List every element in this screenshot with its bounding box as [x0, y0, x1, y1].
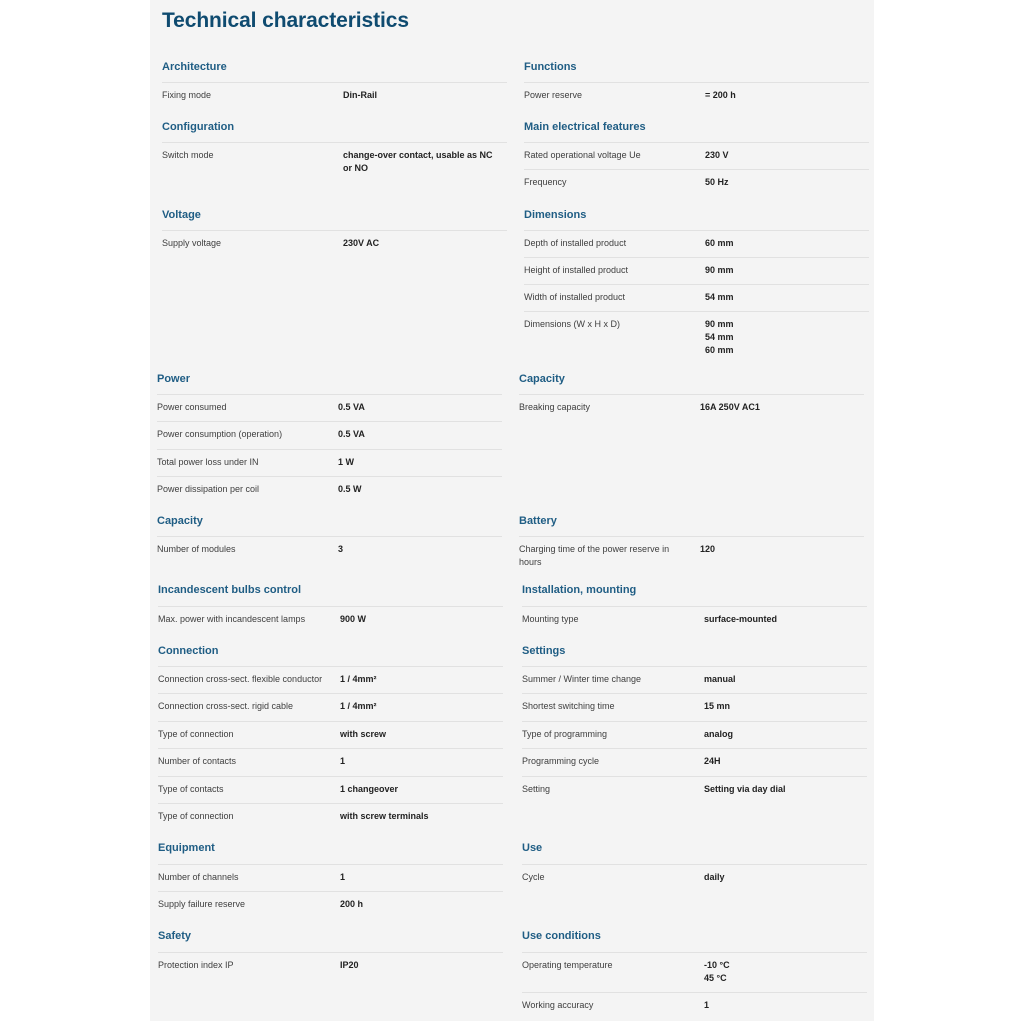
spec-label: Type of programming	[522, 729, 608, 739]
row-divider	[158, 776, 503, 777]
section-heading: Power	[157, 373, 191, 385]
spec-label: Power dissipation per coil	[157, 484, 260, 494]
section-heading: Dimensions	[524, 209, 587, 221]
page-title: Technical characteristics	[162, 9, 409, 32]
spec-label: Protection index IP	[158, 960, 234, 970]
section-heading: Installation, mounting	[522, 584, 637, 596]
row-divider	[519, 394, 864, 395]
spec-label: Power consumed	[157, 402, 227, 412]
spec-value: 1	[340, 756, 346, 766]
spec-label: Cycle	[522, 872, 545, 882]
row-divider	[158, 721, 503, 722]
row-divider	[519, 536, 864, 537]
row-divider	[158, 864, 503, 865]
spec-label: Setting	[522, 784, 551, 794]
spec-label: Number of channels	[158, 872, 239, 882]
spec-label: Programming cycle	[522, 756, 600, 766]
spec-value: 1	[340, 872, 346, 882]
row-divider	[524, 284, 869, 285]
row-divider	[524, 82, 869, 83]
spec-label: Type of connection	[158, 729, 234, 739]
row-divider	[524, 142, 869, 143]
spec-value: Din-Rail	[343, 90, 378, 100]
spec-label: Connection cross-sect. flexible conductor	[158, 674, 323, 684]
section-heading: Connection	[158, 645, 219, 657]
spec-value: 54 mm	[705, 292, 734, 302]
spec-value: 900 W	[340, 614, 367, 624]
section-heading: Voltage	[162, 209, 201, 221]
row-divider	[158, 606, 503, 607]
spec-value: with screw terminals	[340, 811, 429, 821]
spec-value: -10 °C 45 °C	[704, 960, 730, 983]
spec-value: 90 mm	[705, 265, 734, 275]
row-divider	[522, 666, 867, 667]
spec-value: surface-mounted	[704, 614, 778, 624]
spec-label: Fixing mode	[162, 90, 212, 100]
spec-value: 50 Hz	[705, 177, 729, 187]
spec-label: Charging time of the power reserve in hours	[519, 544, 670, 567]
spec-label: Dimensions (W x H x D)	[524, 319, 621, 329]
section-heading: Safety	[158, 930, 192, 942]
row-divider	[524, 311, 869, 312]
row-divider	[158, 666, 503, 667]
row-divider	[158, 803, 503, 804]
row-divider	[158, 952, 503, 953]
spec-value: 16A 250V AC1	[700, 402, 760, 412]
section-heading: Use conditions	[522, 930, 601, 942]
spec-value: 1 / 4mm²	[340, 701, 377, 711]
spec-label: Supply failure reserve	[158, 899, 246, 909]
spec-value: with screw	[340, 729, 387, 739]
row-divider	[524, 169, 869, 170]
spec-label: Number of modules	[157, 544, 236, 554]
spec-label: Operating temperature	[522, 960, 613, 970]
section-heading: Battery	[519, 515, 557, 527]
spec-value: Setting via day dial	[704, 784, 786, 794]
spec-label: Max. power with incandescent lamps	[158, 614, 306, 624]
spec-label: Power consumption (operation)	[157, 429, 283, 439]
row-divider	[157, 536, 502, 537]
spec-value: 230V AC	[343, 238, 380, 248]
spec-value: 120	[700, 544, 716, 554]
spec-label: Connection cross-sect. rigid cable	[158, 701, 294, 711]
row-divider	[522, 748, 867, 749]
spec-value: 200 h	[340, 899, 364, 909]
row-divider	[522, 606, 867, 607]
row-divider	[158, 891, 503, 892]
spec-value: daily	[704, 872, 725, 882]
row-divider	[162, 142, 507, 143]
row-divider	[522, 952, 867, 953]
spec-value: = 200 h	[705, 90, 736, 100]
section-heading: Capacity	[157, 515, 203, 527]
spec-value: manual	[704, 674, 736, 684]
row-divider	[522, 992, 867, 993]
row-divider	[158, 748, 503, 749]
spec-label: Width of installed product	[524, 292, 626, 302]
row-divider	[522, 864, 867, 865]
row-divider	[157, 449, 502, 450]
section-heading: Settings	[522, 645, 566, 657]
spec-label: Depth of installed product	[524, 238, 627, 248]
row-divider	[524, 230, 869, 231]
row-divider	[157, 421, 502, 422]
section-heading: Incandescent bulbs control	[158, 584, 302, 596]
spec-label: Number of contacts	[158, 756, 237, 766]
row-divider	[162, 82, 507, 83]
row-divider	[157, 394, 502, 395]
spec-value: 230 V	[705, 150, 729, 160]
spec-label: Breaking capacity	[519, 402, 591, 412]
spec-label: Working accuracy	[522, 1000, 594, 1010]
spec-value: analog	[704, 729, 734, 739]
spec-value: change-over contact, usable as NC or NO	[343, 150, 493, 173]
spec-label: Rated operational voltage Ue	[524, 150, 641, 160]
spec-value: 1	[704, 1000, 710, 1010]
spec-label: Supply voltage	[162, 238, 222, 248]
spec-value: 0.5 W	[338, 484, 362, 494]
spec-label: Type of contacts	[158, 784, 224, 794]
spec-value: 0.5 VA	[338, 429, 365, 439]
section-heading: Configuration	[162, 121, 235, 133]
spec-label: Total power loss under IN	[157, 457, 259, 467]
spec-value: 3	[338, 544, 344, 554]
section-heading: Equipment	[158, 842, 215, 854]
spec-value: IP20	[340, 960, 359, 970]
spec-value: 1 W	[338, 457, 355, 467]
section-heading: Main electrical features	[524, 121, 646, 133]
row-divider	[157, 476, 502, 477]
section-heading: Functions	[524, 61, 577, 73]
spec-label: Mounting type	[522, 614, 579, 624]
spec-label: Frequency	[524, 177, 567, 187]
spec-value: 24H	[704, 756, 721, 766]
spec-label: Shortest switching time	[522, 701, 615, 711]
spec-value: 1 changeover	[340, 784, 399, 794]
spec-value: 90 mm 54 mm 60 mm	[705, 319, 734, 355]
spec-label: Height of installed product	[524, 265, 629, 275]
spec-label: Switch mode	[162, 150, 214, 160]
section-heading: Use	[522, 842, 543, 854]
row-divider	[522, 721, 867, 722]
row-divider	[522, 693, 867, 694]
row-divider	[158, 693, 503, 694]
section-heading: Architecture	[162, 61, 227, 73]
spec-value: 15 mn	[704, 701, 731, 711]
row-divider	[162, 230, 507, 231]
spec-label: Power reserve	[524, 90, 583, 100]
spec-value: 60 mm	[705, 238, 734, 248]
spec-value: 0.5 VA	[338, 402, 365, 412]
section-heading: Capacity	[519, 373, 565, 385]
spec-label: Type of connection	[158, 811, 234, 821]
row-divider	[524, 257, 869, 258]
spec-label: Summer / Winter time change	[522, 674, 642, 684]
row-divider	[522, 776, 867, 777]
spec-value: 1 / 4mm²	[340, 674, 377, 684]
